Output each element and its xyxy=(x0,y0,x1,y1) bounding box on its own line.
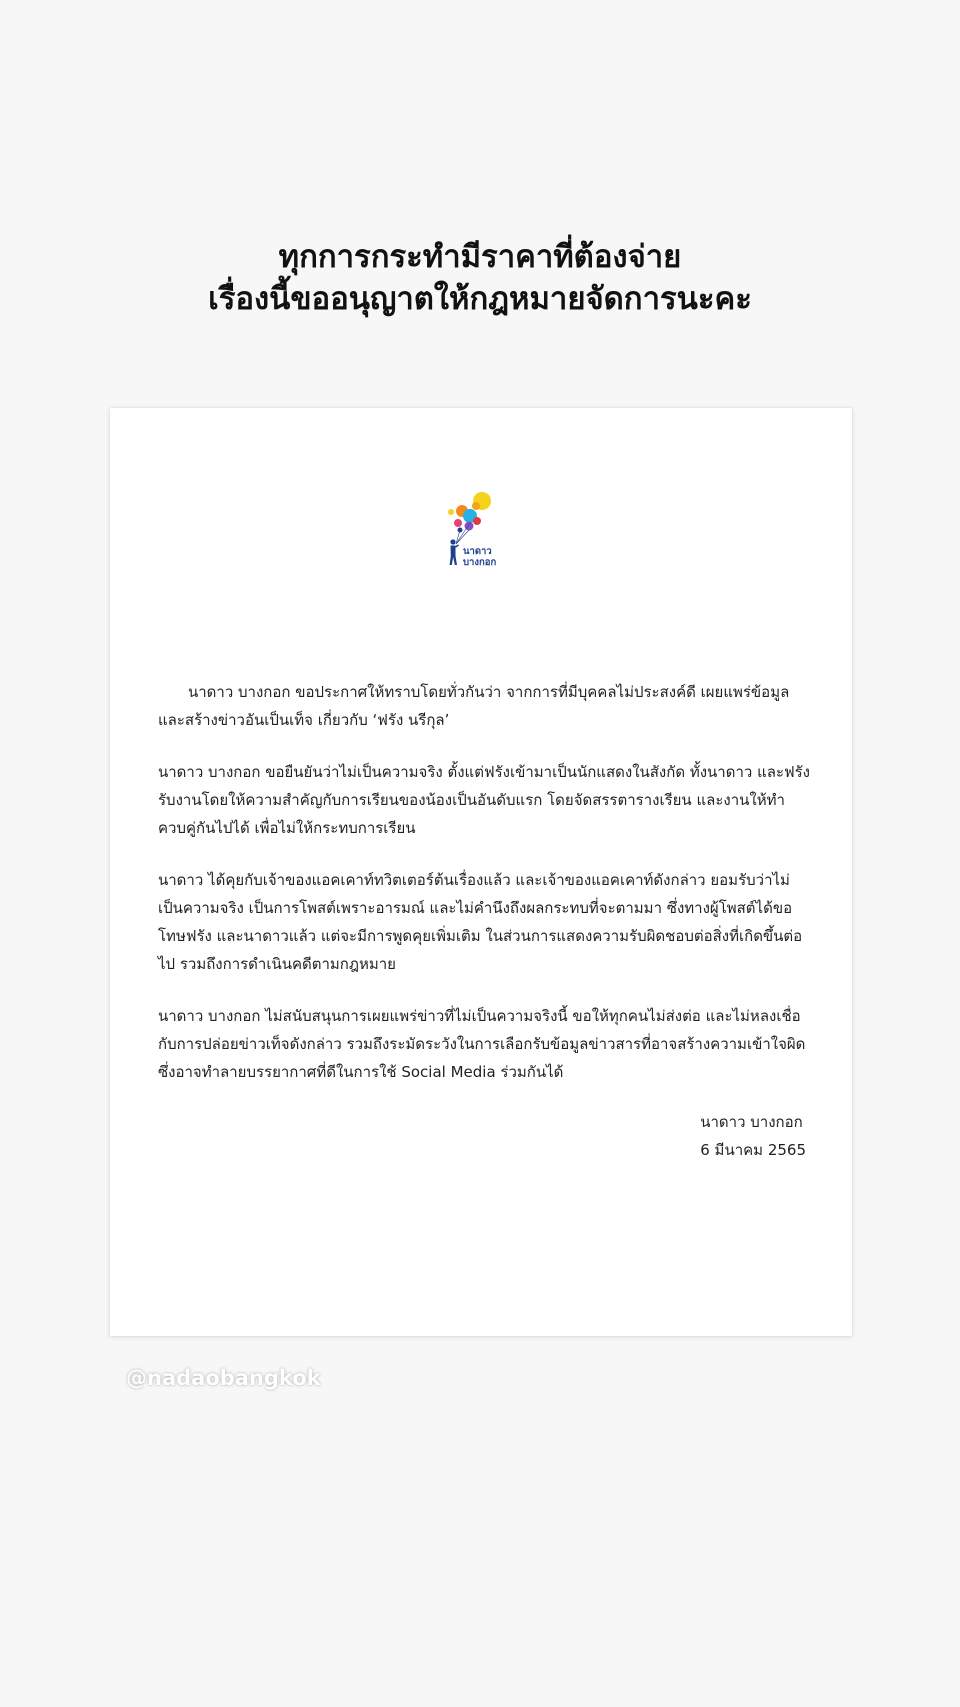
instagram-handle-watermark: @nadaobangkok xyxy=(126,1366,321,1390)
logo-balloon-orange-small xyxy=(472,502,480,510)
logo-balloon-red xyxy=(473,517,481,525)
statement-paragraph: นาดาว ได้คุยกับเจ้าของแอคเคาท์ทวิตเตอร์ต้นเรื่องแล้ว และเจ้าของแอคเคาท์ดังกล่าว ยอมรับว่าไม่เป็นความจริง เป็นการโพสต์เพราะอารมณ์ และไม่คำนึงถึงผลกระทบที่จะตามมา ซึ่งทางผู้โพสต์ได้ขอโทษฟรัง และนาดาวแล้ว แต่จะมีการพูดคุยเพิ่มเติม ในส่วนการแสดงความรับผิดชอบต่อสิ่งที่เกิดขึ้นต่อไป รวมถึงการดำเนินคดีตามกฎหมาย xyxy=(158,871,803,973)
logo-figure-body xyxy=(450,546,457,566)
headline-line-1: ทุกการกระทำมีราคาที่ต้องจ่าย xyxy=(278,239,682,275)
logo-balloon-yellow-small xyxy=(448,509,454,515)
statement-paper xyxy=(110,408,852,1336)
statement-body xyxy=(158,678,812,1110)
statement-paragraph: นาดาว บางกอก ขอยืนยันว่าไม่เป็นความจริง ตั้งแต่ฟรังเข้ามาเป็นนักแสดงในสังกัด ทั้งนาดาว และฟรังรับงานโดยให้ความสำคัญกับการเรียนของน้องเป็นอันดับแรก โดยจัดสรรตารางเรียน และงานให้ทำควบคู่กันไปได้ เพื่อไม่ให้กระทบการเรียน xyxy=(158,763,811,837)
headline xyxy=(0,236,960,320)
signature-block xyxy=(700,1108,806,1164)
signature-name: นาดาว บางกอก xyxy=(700,1113,803,1131)
logo-balloon-pink xyxy=(454,519,462,527)
logo-text-line-2: บางกอก xyxy=(463,557,497,568)
headline-line-2: เรื่องนี้ขออนุญาตให้กฎหมายจัดการนะคะ xyxy=(208,281,752,317)
statement-paragraph: นาดาว บางกอก ขอประกาศให้ทราบโดยทั่วกันว่า จากการที่มีบุคคลไม่ประสงค์ดี เผยแพร่ข้อมูลและสร้างข่าวอันเป็นเท็จ เกี่ยวกับ ‘ฟรัง นรีกุล’ xyxy=(158,683,790,729)
signature-date: 6 มีนาคม 2565 xyxy=(700,1141,806,1159)
logo-text-line-1: นาดาว xyxy=(463,546,492,557)
statement-paragraph: นาดาว บางกอก ไม่สนับสนุนการเผยแพร่ข่าวที่ไม่เป็นความจริงนี้ ขอให้ทุกคนไม่ส่งต่อ และไม่หลงเชื่อกับการปล่อยข่าวเท็จดังกล่าว รวมถึงระมัดระวังในการเลือกรับข้อมูลข่าวสารที่อาจสร้างความเข้าใจผิด ซึ่งอาจทำลายบรรยากาศที่ดีในการใช้ Social Media ร่วมกันได้ xyxy=(158,1007,806,1081)
nadao-bangkok-logo xyxy=(440,492,520,572)
logo-figure-head xyxy=(450,539,455,544)
